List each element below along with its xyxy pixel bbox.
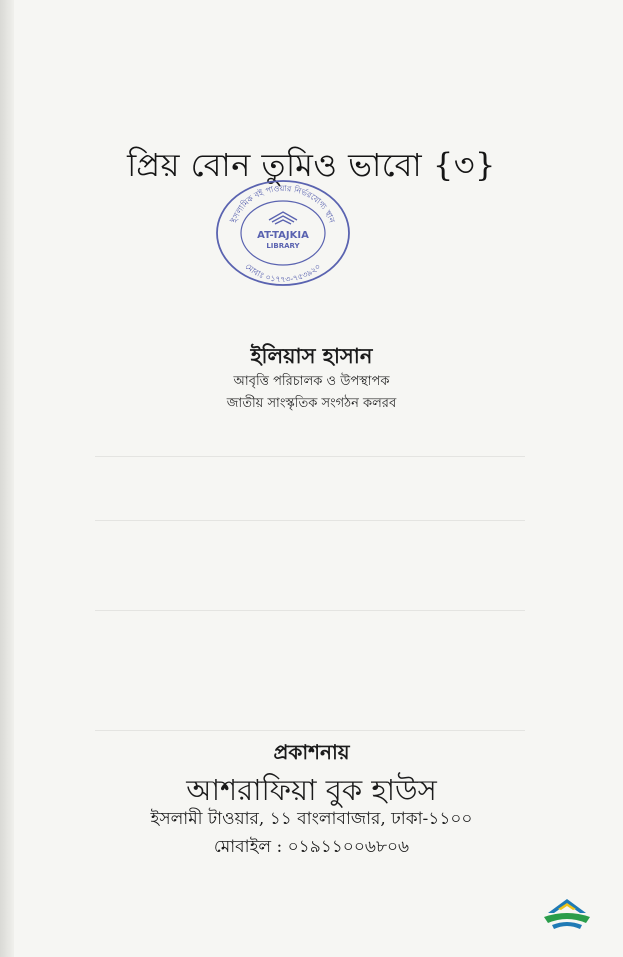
book-title: প্রিয় বোন তুমিও ভাবো {৩}: [127, 146, 496, 184]
stamp-brand: AT-TAJKIA: [257, 230, 309, 241]
library-stamp: [213, 178, 353, 288]
publisher-name: আশরাফিয়া বুক হাউস: [186, 773, 437, 807]
bleed-through-rule: [95, 730, 525, 731]
stamp-book-icon: [269, 212, 297, 224]
stamp-subbrand: LIBRARY: [266, 242, 300, 250]
author-role: আবৃত্তি পরিচালক ও উপস্থাপক: [233, 374, 390, 389]
stamp-top-text: ইসলামিক বই পাওয়ার নির্ভরযোগ্য স্থান: [229, 183, 337, 224]
publisher-logo-icon: [540, 893, 594, 933]
bleed-through-rule: [95, 520, 525, 521]
stamp-bottom-text: মোবাঃ ০১৭৭৩-৭৫৩৯২০: [243, 261, 323, 284]
publisher-address: ইসলামী টাওয়ার, ১১ বাংলাবাজার, ঢাকা-১১০০: [150, 809, 473, 829]
bleed-through-rule: [95, 456, 525, 457]
author-name: ইলিয়াস হাসান: [250, 344, 373, 368]
bleed-through-rule: [95, 610, 525, 611]
author-organization: জাতীয় সাংস্কৃতিক সংগঠন কলরব: [226, 396, 397, 411]
publisher-mobile: মোবাইল : ০১৯১১০০৬৮০৬: [213, 837, 410, 857]
publisher-label: প্রকাশনায়: [273, 740, 350, 764]
